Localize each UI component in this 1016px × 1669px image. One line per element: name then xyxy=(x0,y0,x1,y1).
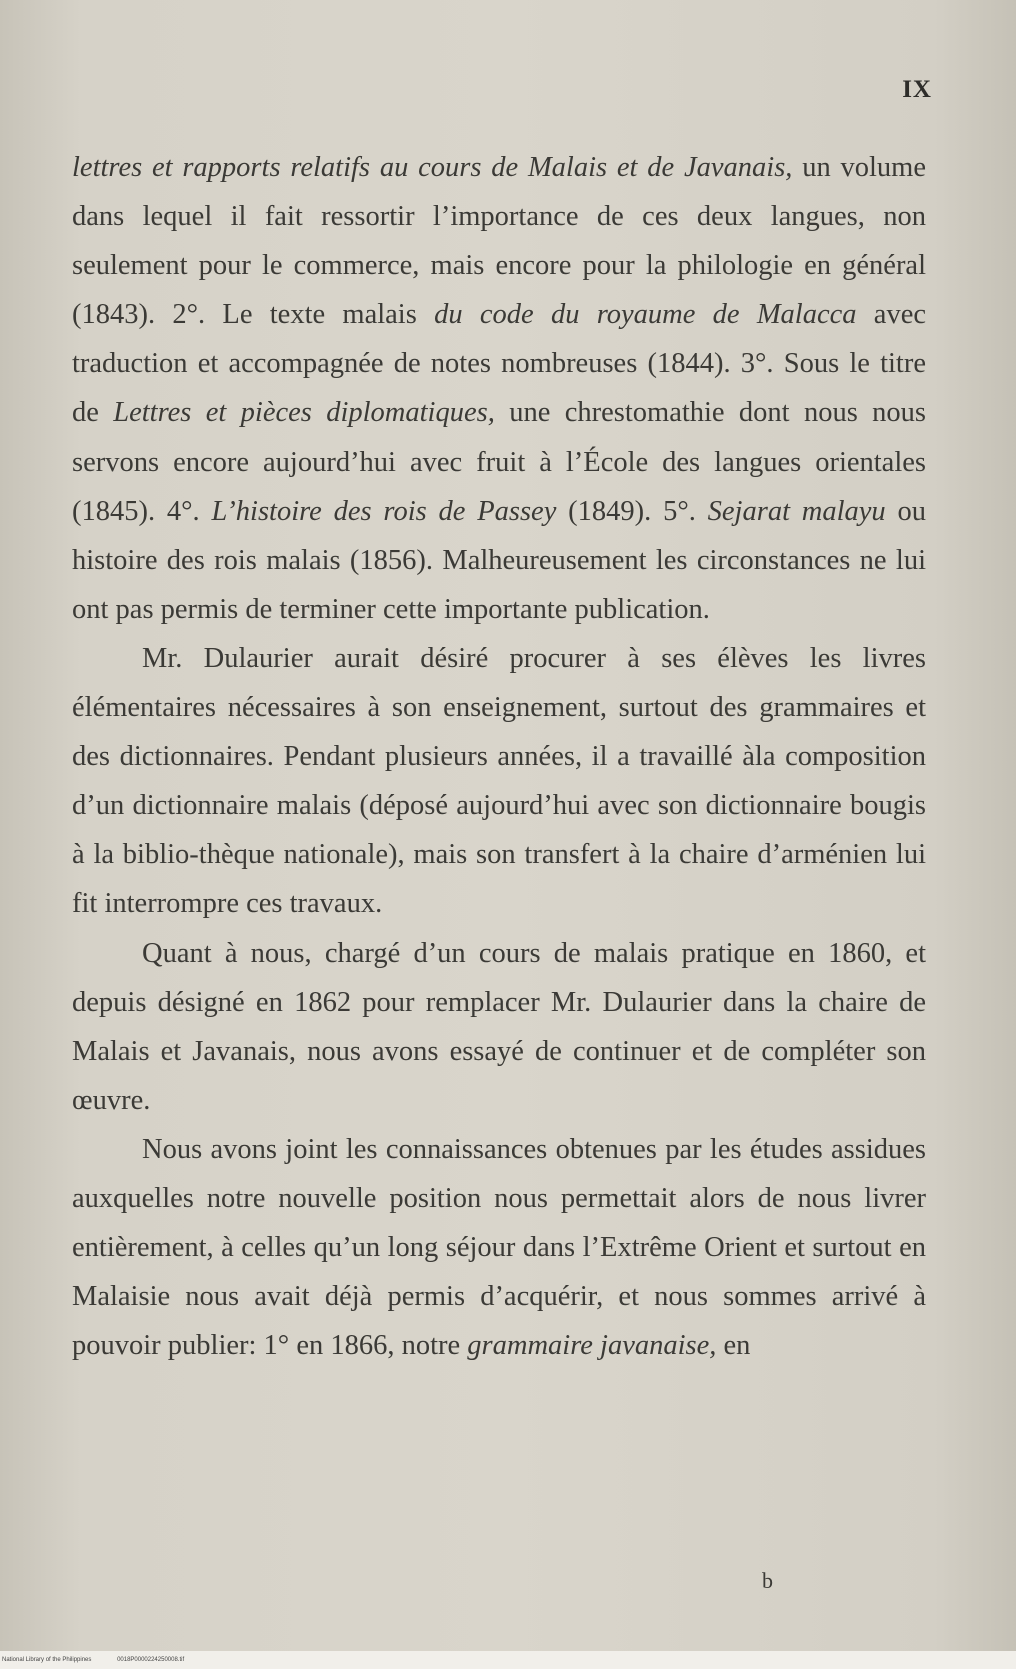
paragraph-2: Mr. Dulaurier aurait désiré procurer à ses élèves les livres élémentaires nécessaires à son enseignement, surtout des grammaires et des dictionnaires. Pendant plusieurs années, il a travaillé àla composition d’un dictionnaire malais (déposé aujourd’hui avec son dictionnaire bougis à la biblio-thèque nationale), mais son transfert à la chaire d’arménien lui fit interrompre ces travaux. xyxy=(72,642,926,920)
page-number: IX xyxy=(902,76,932,103)
footer-code: 0018P0000224250008.tif xyxy=(117,1657,185,1663)
scan-footer xyxy=(0,1651,1016,1669)
text-run: (1849). 5°. xyxy=(556,495,708,527)
paragraph-1 xyxy=(72,143,926,634)
paragraph-3: Quant à nous, chargé d’un cours de malais pratique en 1860, et depuis désigné en 1862 pour remplacer Mr. Dulaurier dans la chaire de Malais et Javanais, nous avons essayé de continuer et de compléter son œuvre. xyxy=(72,937,926,1116)
italic-title: grammaire javanaise, xyxy=(467,1330,717,1362)
text-run: une chrestomathie dont nous nous servons encore aujourd’hui avec fruit à l’École des langues orientales (1845). 4°. xyxy=(72,397,927,527)
paragraph-4 xyxy=(72,1125,926,1370)
italic-title: du code du royaume de Malacca xyxy=(434,299,857,331)
text-run: un volume dans lequel il fait ressortir l’importance de ces deux langues, non seulement pour le commerce, mais encore pour la philologie en général (1843). 2°. Le texte malais xyxy=(72,152,926,331)
italic-title: Sejarat malayu xyxy=(707,495,886,527)
footer-library: National Library of the Philippines xyxy=(2,1657,92,1663)
signature-mark: b xyxy=(762,1568,773,1593)
italic-title: L’histoire des rois de Passey xyxy=(211,495,557,527)
italic-title: lettres et rapports relatifs au cours de Malais et de Javanais, xyxy=(72,152,793,183)
text-run: Nous avons joint les connaissances obtenues par les études assidues auxquelles notre nouvelle position nous permettait alors de nous livrer entièrement, à celles qu’un long séjour dans l’Extrême Orient et surtout en Malaisie nous avait déjà permis d’acquérir, et nous sommes arrivé à pouvoir publier: 1° en 1866, notre xyxy=(72,1133,926,1362)
italic-title: Lettres et pièces diplomatiques, xyxy=(113,397,495,429)
text-run: en xyxy=(716,1330,751,1362)
body-text xyxy=(72,143,926,1370)
text-run: avec traduction et accompagnée de notes nombreuses (1844). 3°. Sous le titre de xyxy=(72,299,927,429)
text-run: ou histoire des rois malais (1856). Malheureusement les circonstances ne lui ont pas permis de terminer cette importante publication. xyxy=(72,495,926,625)
